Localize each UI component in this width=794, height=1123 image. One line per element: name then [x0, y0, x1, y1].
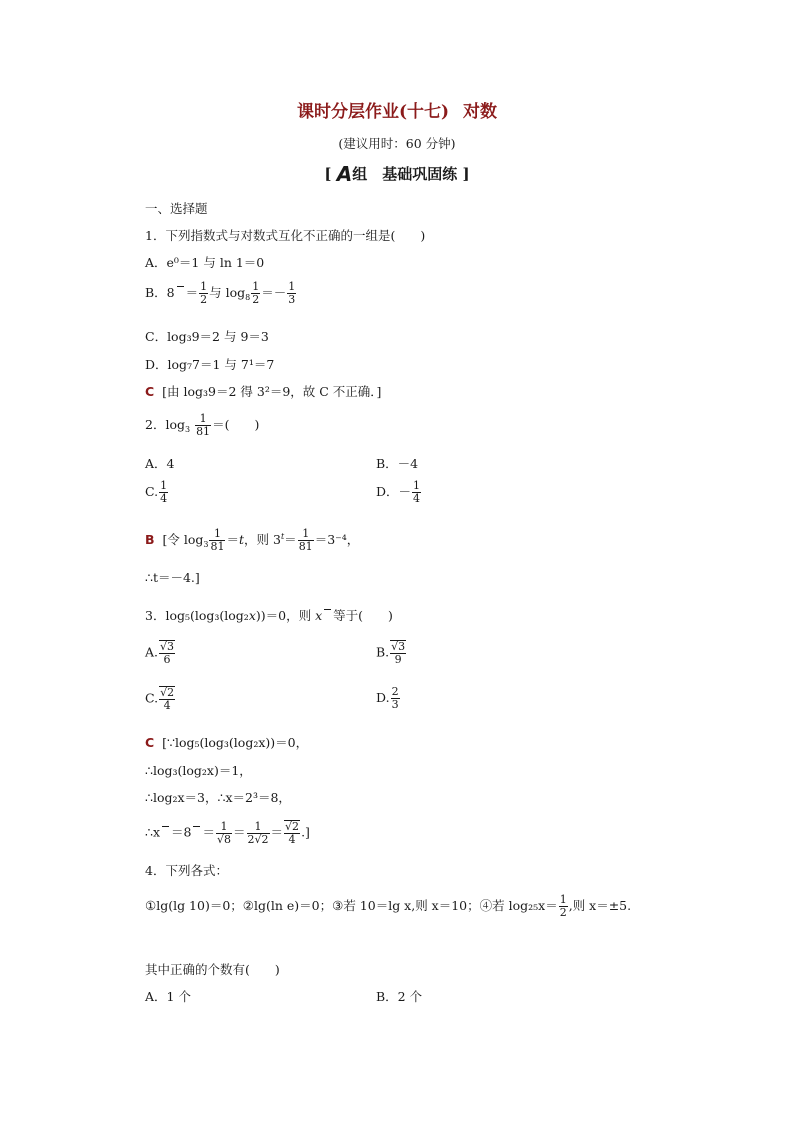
q1-answer-letter: C [145, 384, 155, 399]
q3-option-a: A. $\frac{√3}{6}$ [145, 640, 175, 666]
q1-option-d: D．log₇7＝1 与 7¹＝7 [145, 357, 275, 372]
title-main: 课时分层作业(十七) [296, 102, 450, 122]
q2-answer-letter: B [145, 532, 155, 547]
q1-option-a: A．e⁰＝1 与 ln 1＝0 [145, 255, 265, 270]
q2-answer: B [令 $\log_3$ $\frac{1}{81}$ ＝t，则 $3^t=$ $\frac{1}{81}$ ＝3⁻⁴， [145, 527, 360, 553]
q1-option-b: B．8 ＝ $\frac{1}{2}$ 与 $\log_8$ $\frac{1}{2}$ ＝－ $\frac{1}{3}$ [145, 280, 296, 306]
q3-option-c: C. $\frac{√2}{4}$ [145, 686, 175, 712]
page-title [0, 97, 794, 122]
q2-stem: 2．$\log_3$ $\frac{1}{81}$ ＝( ) [145, 412, 260, 438]
q4-items: ①lg(lg 10)＝0；②lg(ln e)＝0；③若 10＝lg x,则 x＝10；④若 log₂₅x＝ $\frac{1}{2}$ ,则 x＝±5. [145, 893, 632, 919]
q3-answer-line3: ∴log₂x＝3，∴x＝2³＝8， [145, 790, 291, 805]
group-heading: [ A组 基础巩固练 ] [324, 162, 470, 186]
q1-option-c: C．log₃9＝2 与 9＝3 [145, 329, 269, 344]
q3-option-d: D. $\frac{2}{3}$ [376, 685, 399, 711]
q4-option-a: A．1 个 [145, 989, 191, 1004]
q3-answer: C [∵log₅(log₃(log₂x))＝0， [145, 735, 309, 750]
q4-stem: 4．下列各式： [145, 863, 228, 878]
time-note: (建议用时：60 分钟) [338, 136, 456, 151]
q2-option-b: B．－4 [376, 456, 419, 471]
q3-answer-letter: C [145, 735, 155, 750]
q4-count-question: 其中正确的个数有( ) [145, 962, 280, 977]
q4-option-b: B．2 个 [376, 989, 423, 1004]
q1-answer: C [由 log₃9＝2 得 3²＝9，故 C 不正确．] [145, 384, 382, 399]
q2-option-d: D．－ $\frac{1}{4}$ [376, 479, 421, 505]
q3-answer-line4: ∴x ＝8 ＝ $\frac{1}{√8}$ ＝ $\frac{1}{2√2}$ ＝ $\frac{√2}{4}$ .] [145, 819, 310, 846]
q2-answer-line2: ∴t＝－4.] [145, 570, 200, 585]
title-topic: 对数 [463, 102, 498, 122]
q3-option-b: B. $\frac{√3}{9}$ [376, 640, 406, 666]
q1-stem: 1．下列指数式与对数式互化不正确的一组是( ) [145, 228, 426, 243]
q2-option-c: C. $\frac{1}{4}$ [145, 479, 168, 505]
section-label: 一、选择题 [145, 201, 208, 216]
q2-option-a: A．4 [145, 456, 175, 471]
q3-stem: 3．log₅(log₃(log₂x))＝0，则 x 等于( ) [145, 608, 393, 623]
q3-answer-line2: ∴log₃(log₂x)＝1， [145, 763, 252, 778]
group-letter: A [336, 162, 353, 186]
